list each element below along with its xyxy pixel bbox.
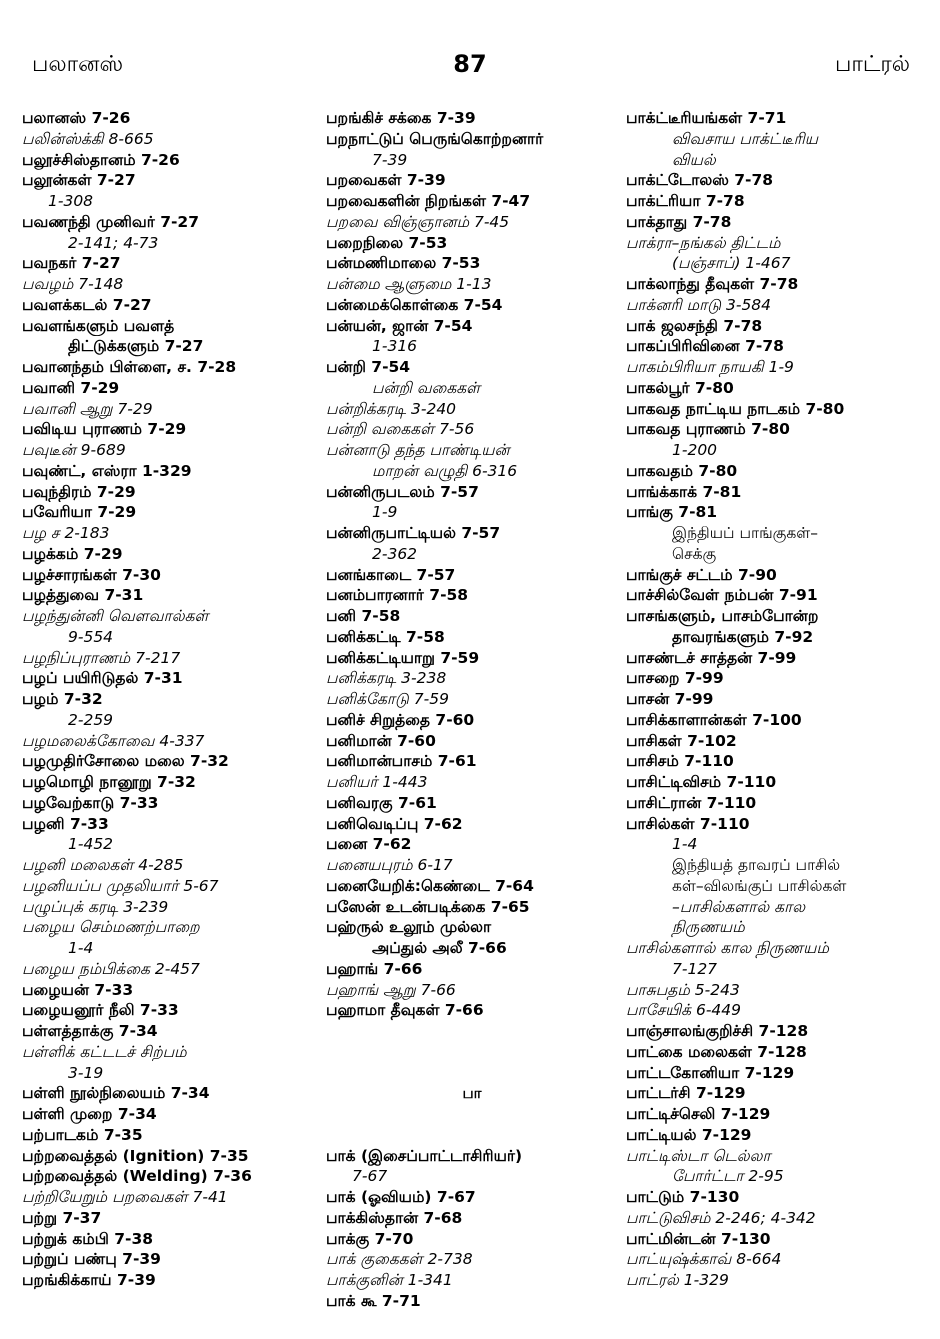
index-entry: பாகல்பூர் 7-80 [626,378,734,397]
index-entry: பழநிப்புராணம் 7-217 [22,648,181,667]
index-entry: செக்கு [672,544,717,563]
index-column-3 [626,108,926,1291]
index-entry: பாக் (இசைப்பாட்டாசிரியர்) [326,1146,523,1165]
index-entry: பழைய நம்பிக்கை 2-457 [22,959,200,978]
index-entry: பழக்கம் 7-29 [22,544,123,563]
index-entry: பாட்மின்டன் 7-130 [626,1229,771,1248]
index-entry: பற்றுக் கம்பி 7-38 [22,1229,154,1248]
index-entry: பாக் ஜலசந்தி 7-78 [626,316,763,335]
index-entry: 1-308 [48,192,94,210]
index-entry: பனிக்கட்டியாறு 7-59 [326,648,480,667]
index-entry: பறவை விஞ்ஞானம் 7-45 [326,212,510,231]
index-entry: பழ ச 2-183 [22,524,110,542]
index-entry: பவேரியா 7-29 [22,503,137,522]
index-entry: பவழம் 7-148 [22,275,124,293]
index-entry: பாட்கை மலைகள் 7-128 [626,1042,807,1061]
index-entry: பவுண்ட், எஸ்ரா 1-329 [22,461,192,480]
index-entry: 7-67 [352,1167,388,1186]
index-entry: 2-362 [372,544,418,563]
index-entry: பாக் கூ 7-71 [326,1291,421,1310]
index-entry: பாட்டகோனியா 7-129 [626,1063,795,1082]
index-entry: பன்னாடு தந்த பாண்டியன் [326,441,510,459]
index-entry: பவநகர் 7-27 [22,254,121,273]
index-entry: பழவேற்காடு 7-33 [22,793,159,812]
index-entry: பழனியப்ப முதலியார் 5-67 [22,876,219,895]
index-entry: பறைநிலை 7-53 [326,233,448,252]
index-entry: 7-39 [372,150,408,169]
index-entry: பனி 7-58 [326,607,401,625]
index-entry: பறவைகள் 7-39 [326,171,446,190]
index-entry: பாக்ட்டீரியங்கள் 7-71 [626,109,787,127]
index-entry: 1-316 [372,337,418,356]
index-entry: பன்றி வகைகள் 7-56 [326,420,475,439]
index-entry: பாசில்கள் 7-110 [626,814,750,833]
index-entry: பாஞ்சாலங்குறிச்சி 7-128 [626,1022,809,1040]
page-header [0,52,940,88]
index-entry: பாக்ட்டோலஸ் 7-78 [626,171,774,190]
index-entry: பலூச்சிஸ்தானம் 7-26 [22,150,180,169]
index-entry: பாகவத புராணம் 7-80 [626,420,790,439]
index-entry: பள்ளத்தாக்கு 7-34 [22,1022,158,1040]
index-entry: பாகம்பிரியா நாயகி 1-9 [626,358,794,376]
index-entry: பாசேயிக் 6-449 [626,1001,742,1020]
index-entry: பற்றியேறும் பறவைகள் 7-41 [22,1188,228,1206]
index-entry: பனிச் சிறுத்தை 7-60 [326,710,475,729]
index-entry: 1-452 [68,835,114,854]
index-entry: 7-127 [672,959,718,978]
running-head-right: பாட்ரல் [834,52,910,77]
index-entry: பள்ளி முறை 7-34 [22,1105,157,1123]
index-entry: பாட்ரல் 1-329 [626,1271,729,1289]
index-entry: பாச்சில்வேள் நம்பன் 7-91 [626,586,818,605]
index-entry: கள்–விலங்குப் பாசில்கள் [672,876,847,895]
index-entry: பாசிசம் 7-110 [626,752,734,771]
index-entry: பற்றவைத்தல் (Ignition) 7-35 [22,1146,249,1165]
index-entry: பாசுபதம் 5-243 [626,980,740,999]
index-entry: பாக் (ஓவியம்) 7-67 [326,1188,476,1206]
index-entry: பாகப்பிரிவினை 7-78 [626,337,784,356]
index-entry: பாசிட்ரான் 7-110 [626,793,757,812]
index-entry: 1-4 [68,939,94,957]
index-entry: பாசில்களால் கால நிருணயம் [626,939,829,957]
index-entry: பறங்கிச் சக்கை 7-39 [326,109,476,127]
index-entry: பழமொழி நானூறு 7-32 [22,773,196,791]
index-entry: பாட்டர்சி 7-129 [626,1084,746,1103]
index-entry: பன்னிருபாட்டியல் 7-57 [326,524,501,542]
index-entry: பஸேன் உடன்படிக்கை 7-65 [326,897,530,916]
index-entry: பன்னிருபடலம் 7-57 [326,482,479,501]
index-entry: பன்மை ஆளுமை 1-13 [326,275,492,293]
index-entry: பாசிட்டிவிசம் 7-110 [626,773,777,791]
section-heading: பா [462,1084,482,1103]
index-entry: பாகவதம் 7-80 [626,461,738,480]
index-entry: பாங்குச் சட்டம் 7-90 [626,565,777,584]
index-entry: பற்றவைத்தல் (Welding) 7-36 [22,1167,252,1186]
index-entry: பலின்ஸ்க்கி 8-665 [22,129,154,148]
index-entry: போர்ட்டா 2-95 [672,1167,784,1186]
index-entry: அப்துல் அலீ 7-66 [372,939,507,957]
index-entry: (பஞ்சாப்) 1-467 [672,254,791,273]
index-entry: 3-19 [68,1063,104,1082]
index-entry: பனை 7-62 [326,835,412,854]
index-entry: திட்டுக்களும் 7-27 [68,337,204,356]
index-entry: விவசாய பாக்ட்டீரிய [672,129,819,148]
index-entry: பாக்ரா–நங்கல் திட்டம் [626,233,781,252]
index-entry: பனிவெடிப்பு 7-62 [326,814,463,833]
index-entry: பலானஸ் 7-26 [22,109,131,127]
blank-line [326,1021,618,1042]
index-entry: பழப் பயிரிடுதல் 7-31 [22,669,183,688]
index-entry: பனிக்கரடி 3-238 [326,669,447,688]
index-entry: பவளக்கடல் 7-27 [22,295,152,314]
index-entry: பாசங்களும், பாசம்போன்ற [626,607,819,625]
index-entry: பவணந்தி முனிவர் 7-27 [22,212,200,231]
index-entry: பவானந்தம் பிள்ளை, ச. 7-28 [22,358,237,376]
index-entry: பாட்டுவிசம் 2-246; 4-342 [626,1208,816,1227]
index-entry: பழுப்புக் கரடி 3-239 [22,897,169,916]
index-entry: பாட்டியல் 7-129 [626,1125,752,1144]
index-entry: பழனி 7-33 [22,814,109,833]
index-entry: 9-554 [68,627,114,646]
index-entry: பன்யன், ஜான் 7-54 [326,316,473,335]
index-entry: 1-4 [672,835,698,854]
index-entry: பாசண்டச் சாத்தன் 7-99 [626,648,797,667]
index-entry: பன்றி 7-54 [326,358,411,376]
index-column-1 [22,108,314,1291]
index-entry: வியல் [672,150,716,169]
index-entry: 1-200 [672,441,718,459]
index-entry: பாக்கு 7-70 [326,1229,414,1248]
index-entry: பனிக்கோடு 7-59 [326,690,449,708]
index-entry: பவுந்திரம் 7-29 [22,482,136,501]
index-entry: பனிமான்பாசம் 7-61 [326,752,477,771]
index-entry: தாவரங்களும் 7-92 [672,627,814,646]
index-entry: பாசிக்காளான்கள் 7-100 [626,710,802,729]
index-entry: இந்தியத் தாவரப் பாசில் [672,856,841,874]
index-entry: பள்ளி நூல்நிலையம் 7-34 [22,1084,210,1103]
index-entry: பழச்சாரங்கள் 7-30 [22,565,161,584]
index-entry: பாசன் 7-99 [626,690,714,708]
index-entry: பாசிகள் 7-102 [626,731,737,750]
index-entry: பாட்டிஸ்டா டெல்லா [626,1146,771,1165]
index-entry: பன்றிக்கரடி 3-240 [326,399,457,418]
index-entry: பஹாங் ஆறு 7-66 [326,980,456,999]
running-head-left: பலானஸ் [32,52,124,77]
index-entry: 2-141; 4-73 [68,233,159,252]
index-entry: பனையேறிக்:கெண்டை 7-64 [326,876,534,895]
index-entry: பனியர் 1-443 [326,773,428,791]
index-entry: பற்று 7-37 [22,1208,102,1227]
index-entry: பஹாங் 7-66 [326,959,423,978]
index-entry: பனங்காடை 7-57 [326,565,456,584]
index-entry: பழந்துன்னி வௌவால்கள் [22,607,209,625]
index-entry: பாக்ட்ரியா 7-78 [626,192,745,210]
page-number: 87 [453,50,487,78]
blank-line [326,1063,618,1084]
index-entry: பாக்கிஸ்தான் 7-68 [326,1208,463,1227]
index-entry: பவானி ஆறு 7-29 [22,399,153,418]
index-entry: பவுடீன் 9-689 [22,441,126,459]
index-entry: பலூன்கள் 7-27 [22,171,136,190]
index-entry: பாங்கு 7-81 [626,503,718,522]
index-entry: பாட்டும் 7-130 [626,1188,740,1206]
index-entry: பறநாட்டுப் பெருங்கொற்றனார் [326,129,544,148]
index-entry: இந்தியப் பாங்குகள்– [672,524,819,542]
index-entry: பாசறை 7-99 [626,669,724,688]
index-entry: பவளங்களும் பவளத் [22,316,175,335]
index-entry: பாக்லாந்து தீவுகள் 7-78 [626,275,799,293]
index-entry: பன்றி வகைகள் [372,378,481,397]
index-entry: பழத்துவை 7-31 [22,586,144,605]
index-entry: பாக்னரி மாடு 3-584 [626,295,772,314]
index-entry: பஹாமா தீவுகள் 7-66 [326,1001,484,1020]
index-entry: பறங்கிக்காய் 7-39 [22,1271,156,1289]
index-entry: பாக்தாது 7-78 [626,212,732,231]
index-entry: பழமலைக்கோவை 4-337 [22,731,205,750]
index-entry: பன்மைக்கொள்கை 7-54 [326,295,503,314]
index-entry: பனையபுரம் 6-17 [326,856,453,874]
index-entry: பவிடிய புராணம் 7-29 [22,420,187,439]
index-entry: பனிமான் 7-60 [326,731,436,750]
index-entry: பள்ளிக் கட்டடச் சிற்பம் [22,1042,187,1061]
index-entry: பனம்பாரனார் 7-58 [326,586,469,605]
index-entry: 1-9 [372,503,398,522]
index-entry: பற்பாடகம் 7-35 [22,1125,143,1144]
index-entry: பாட்டிச்செலி 7-129 [626,1105,771,1123]
index-entry: பவானி 7-29 [22,378,120,397]
blank-line [326,1042,618,1063]
index-entry: பாக்குனின் 1-341 [326,1271,453,1289]
index-entry: 2-259 [68,710,114,729]
index-entry: மாறன் வழுதி 6-316 [372,461,518,480]
index-entry: பழையனூர் நீலி 7-33 [22,1001,179,1020]
blank-line [326,1125,618,1146]
index-entry: பனிக்கட்டி 7-58 [326,627,445,646]
index-entry: பாட்யுஷ்க்காவ் 8-664 [626,1250,782,1269]
index-entry: பாக் குகைகள் 2-738 [326,1250,473,1269]
index-entry: பன்மணிமாலை 7-53 [326,254,481,273]
index-entry: நிருணயம் [672,918,745,937]
index-entry: பழையன் 7-33 [22,980,134,999]
index-entry: பஹ்ருல் உலூம் முல்லா [326,918,492,937]
index-entry: பழமுதிர்சோலை மலை 7-32 [22,752,229,771]
index-entry: பழைய செம்மணற்பாறை [22,918,200,937]
index-entry: பழம் 7-32 [22,690,103,708]
index-entry: பாகவத நாட்டிய நாடகம் 7-80 [626,399,845,418]
index-entry: பனிவரகு 7-61 [326,793,437,812]
index-entry: பழனி மலைகள் 4-285 [22,856,184,874]
index-entry: பறவைகளின் நிறங்கள் 7-47 [326,192,531,210]
index-column-2 [326,108,618,1312]
index-entry: பற்றுப் பண்பு 7-39 [22,1250,161,1269]
index-entry: –பாசில்களால் கால [672,897,806,916]
blank-line [326,1104,618,1125]
index-entry: பாங்க்காக் 7-81 [626,482,742,501]
